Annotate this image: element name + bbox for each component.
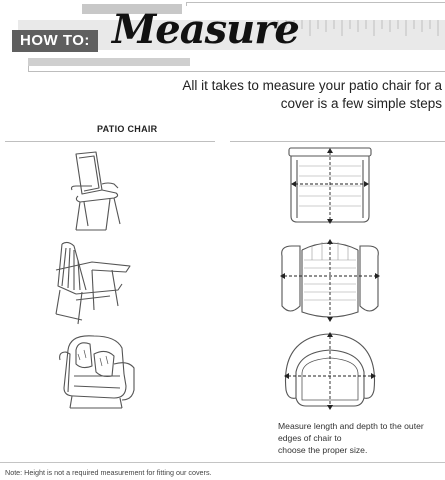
adirondack-chair-top-view-icon: [278, 236, 382, 324]
intro-text: [160, 77, 442, 113]
footer-note: Note: Height is not a required measurement for fitting our covers.: [5, 468, 212, 477]
club-chair-icon: [54, 330, 140, 412]
divider-right: [230, 141, 445, 142]
intro-text-line-1: All it takes to measure your patio chair for a: [182, 78, 442, 93]
footer-divider: [0, 462, 445, 463]
measure-instructions-line-2: choose the proper size.: [278, 445, 368, 455]
measure-instructions: [278, 420, 443, 456]
dining-chair-icon: [66, 150, 128, 235]
club-chair-top-view-icon: [280, 330, 380, 410]
title-underline-bar: [28, 58, 190, 66]
header-bottom-frame: [28, 66, 445, 72]
dining-chair-top-view-icon: [285, 146, 375, 226]
divider-left: [5, 141, 215, 142]
measure-instructions-line-1: Measure length and depth to the outer edges of chair to: [278, 421, 424, 443]
intro-text-line-2: cover is a few simple steps: [280, 96, 442, 111]
page-title: Measure: [112, 6, 299, 53]
section-heading: PATIO CHAIR: [97, 124, 158, 134]
howto-label: HOW TO:: [12, 30, 98, 52]
adirondack-chair-icon: [52, 240, 136, 328]
